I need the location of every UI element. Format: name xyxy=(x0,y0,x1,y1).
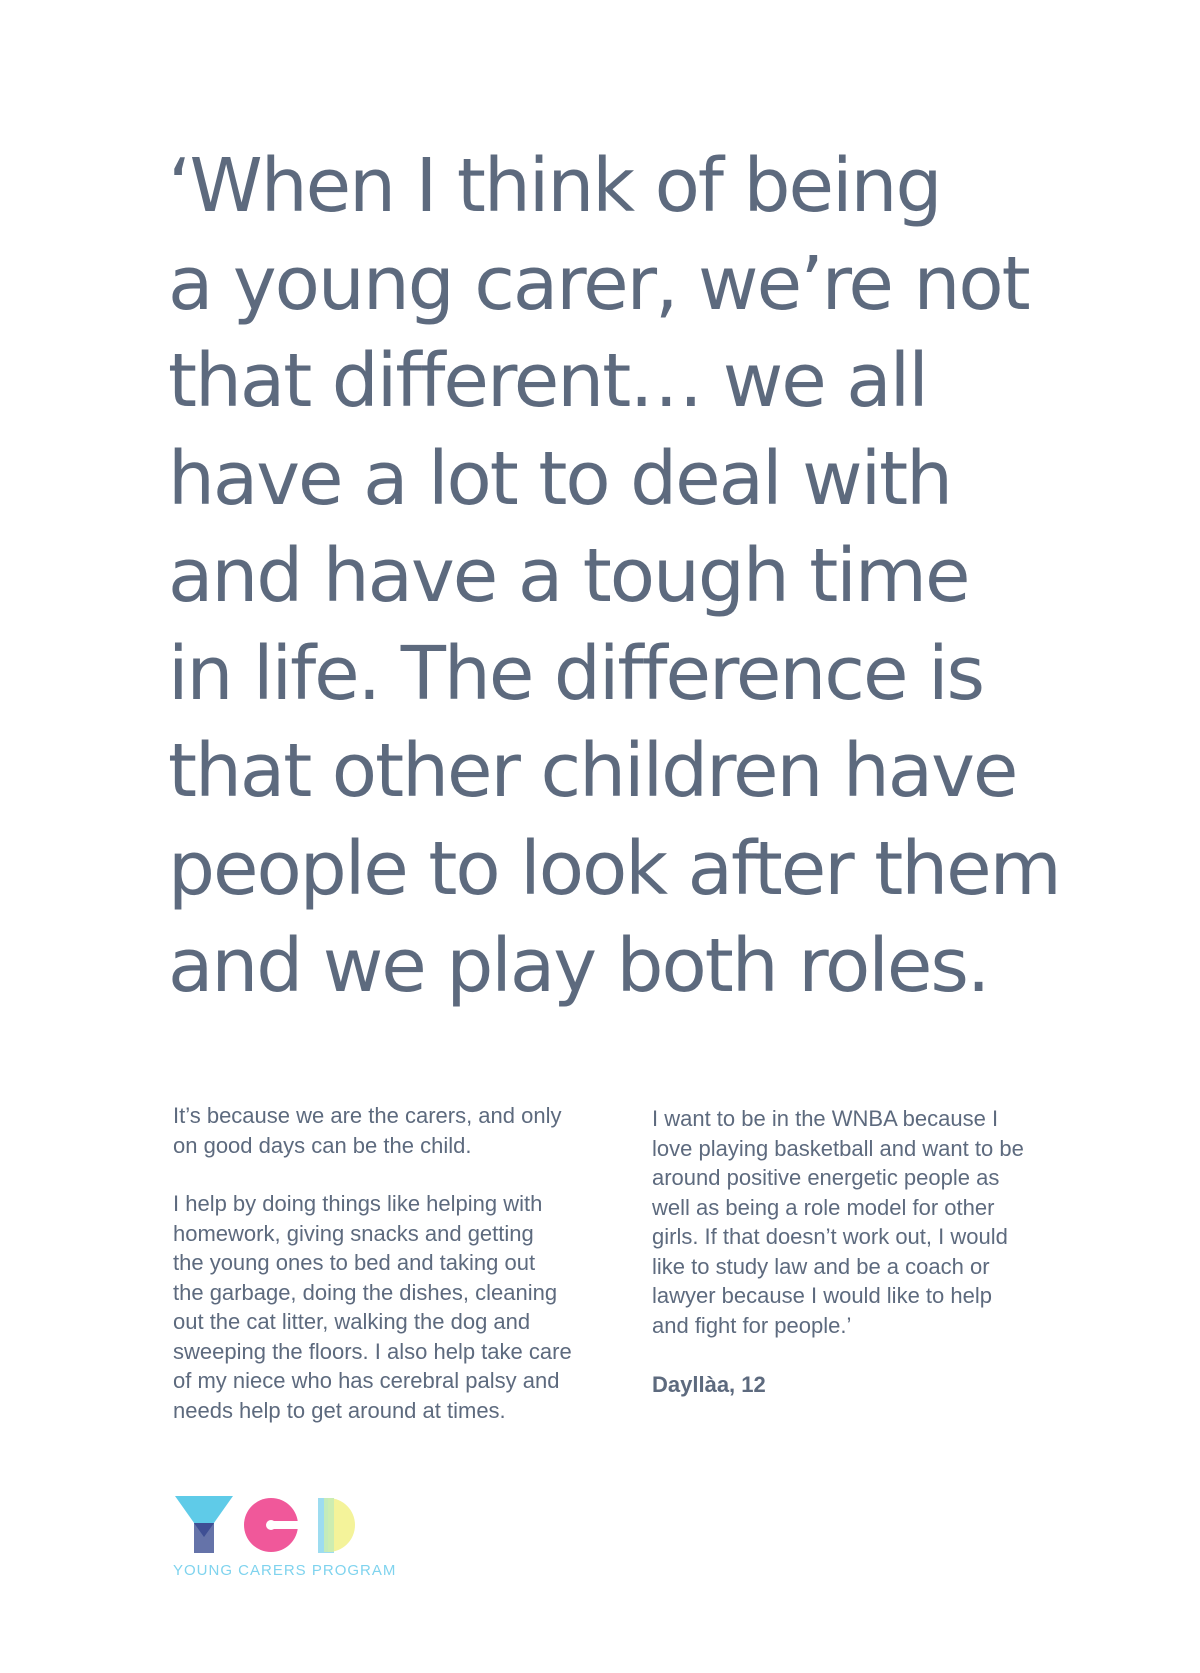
logo-c-dot xyxy=(266,1520,276,1530)
text-line: lawyer because I would like to help xyxy=(652,1283,992,1308)
quote-line: a young carer, we’re not xyxy=(168,240,1029,327)
text-line: I want to be in the WNBA because I xyxy=(652,1106,999,1131)
text-line: out the cat litter, walking the dog and xyxy=(173,1309,531,1334)
text-line: I help by doing things like helping with xyxy=(173,1191,543,1216)
chores-paragraph xyxy=(173,1189,613,1425)
quote-line: in life. The difference is xyxy=(168,630,984,717)
text-line: around positive energetic people as xyxy=(652,1165,1000,1190)
text-line: the young ones to bed and taking out xyxy=(173,1250,536,1275)
aspirations-paragraph xyxy=(652,1104,1092,1340)
text-line: girls. If that doesn’t work out, I would xyxy=(652,1224,1008,1249)
text-line: It’s because we are the carers, and only xyxy=(173,1103,562,1128)
text-line: needs help to get around at times. xyxy=(173,1397,506,1423)
text-line: well as being a role model for other xyxy=(652,1194,995,1220)
quote-line: that different… we all xyxy=(168,338,927,424)
left-text-column xyxy=(173,1101,613,1425)
ycp-logo-mark xyxy=(173,1493,393,1559)
young-carers-program-logo xyxy=(173,1493,397,1589)
quote-line: have a lot to deal with xyxy=(168,435,952,522)
text-line: homework, giving snacks and getting xyxy=(173,1220,534,1246)
pull-quote xyxy=(168,138,1168,1016)
text-line: love playing basketball and want to be xyxy=(652,1135,1024,1161)
quote-line: and we play both roles. xyxy=(168,923,989,1009)
quote-line: that other children have xyxy=(168,728,1017,814)
text-line: and fight for people.’ xyxy=(652,1312,852,1338)
text-line: sweeping the floors. I also help take care xyxy=(173,1338,572,1364)
quote-line: and have a tough time xyxy=(168,533,969,619)
quote-line: people to look after them xyxy=(168,825,1060,912)
text-line: the garbage, doing the dishes, cleaning xyxy=(173,1279,558,1305)
intro-paragraph xyxy=(173,1101,613,1160)
text-line: of my niece who has cerebral palsy and xyxy=(173,1368,560,1393)
right-text-column xyxy=(652,1104,1092,1400)
logo-caption: YOUNG CARERS PROGRAM xyxy=(173,1562,397,1579)
quote-line: ‘When I think of being xyxy=(168,143,941,229)
text-line: on good days can be the child. xyxy=(173,1132,472,1158)
quote-attribution: Dayllàa, 12 xyxy=(652,1372,766,1397)
text-line: like to study law and be a coach or xyxy=(652,1253,990,1279)
logo-p-overlap xyxy=(324,1498,334,1552)
